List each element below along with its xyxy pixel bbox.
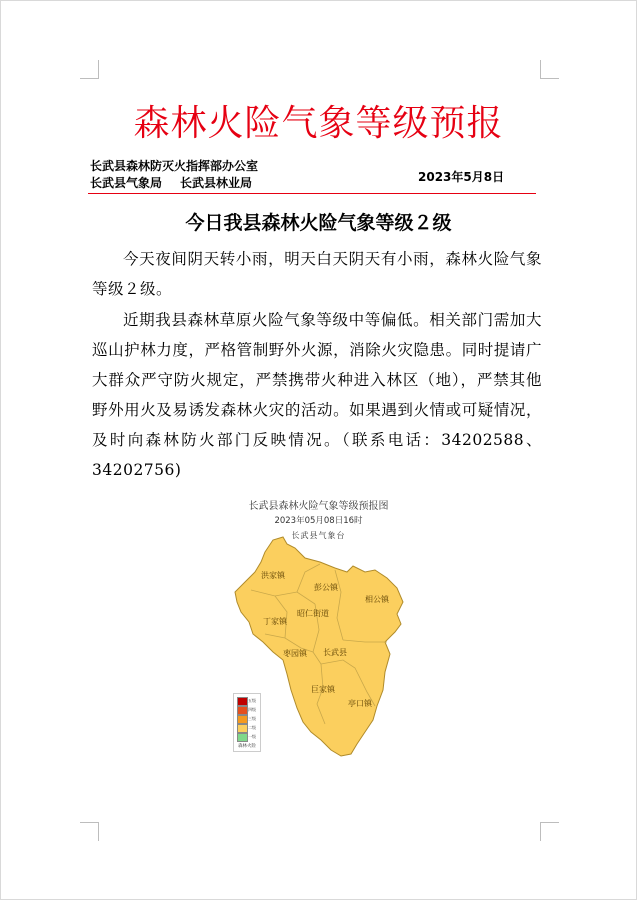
legend-swatch-2 bbox=[237, 724, 248, 733]
town-label-dingjia: 丁家镇 bbox=[263, 617, 287, 626]
legend-title: 森林火险 bbox=[238, 744, 256, 749]
document-title: 森林火险气象等级预报 bbox=[133, 103, 504, 144]
town-label-jujia: 巨家镇 bbox=[311, 685, 335, 694]
issuer-line-1: 长武县森林防灭火指挥部办公室 bbox=[90, 159, 259, 173]
town-label-zhaoren: 昭仁街道 bbox=[297, 609, 329, 618]
crop-mark-bottom-left bbox=[80, 822, 99, 841]
legend-label-5: 五级 bbox=[248, 698, 256, 703]
town-label-penggong: 彭公镇 bbox=[314, 583, 338, 592]
crop-mark-top-right bbox=[540, 60, 559, 79]
issuer-forestry-bureau: 长武县林业局 bbox=[180, 176, 253, 190]
map-issuer: 长武县气象台 bbox=[291, 531, 346, 540]
town-label-tingkou: 亭口镇 bbox=[348, 699, 372, 708]
legend-swatch-4 bbox=[237, 706, 248, 715]
map-title: 长武县森林火险气象等级预报图 bbox=[248, 501, 389, 512]
legend-swatch-1 bbox=[237, 733, 248, 742]
paragraph-advice: 近期我县森林草原火险气象等级中等偏低。相关部门需加大巡山护林力度，严格管制野外火源，消除火灾隐患。同时提请广大群众严守防火规定，严禁携带火种进入林区（地），严禁其他野外用火及易诱发森林火灾的活动。如果遇到火情或可疑情况，及时向森林防火部门反映情况。（联系电话：34202588、34202756) bbox=[92, 311, 542, 479]
issuer-line-2 bbox=[90, 175, 252, 191]
issuer-meteorological-bureau: 长武县气象局 bbox=[90, 176, 163, 190]
crop-mark-bottom-right bbox=[540, 822, 559, 841]
legend-label-1: 一级 bbox=[248, 734, 256, 739]
legend-label-2: 二级 bbox=[248, 725, 256, 730]
town-label-changwu: 长武县 bbox=[323, 648, 347, 657]
town-label-zaoyuan: 枣园镇 bbox=[283, 649, 307, 658]
legend-label-3: 三级 bbox=[248, 716, 256, 721]
paragraph-forecast: 今天夜间阴天转小雨，明天白天阴天有小雨，森林火险气象等级２级。 bbox=[92, 250, 542, 298]
issue-date: 2023年5月8日 bbox=[418, 170, 505, 184]
town-label-xianggong: 相公镇 bbox=[365, 595, 389, 604]
legend-swatch-5 bbox=[237, 697, 248, 706]
legend-label-4: 四级 bbox=[248, 707, 256, 712]
map-time: 2023年05月08日16时 bbox=[274, 516, 363, 526]
town-label-hongjia: 洪家镇 bbox=[261, 571, 285, 580]
headline: 今日我县森林火险气象等级２级 bbox=[185, 212, 452, 234]
legend-swatch-3 bbox=[237, 715, 248, 724]
map-legend bbox=[233, 693, 261, 752]
crop-mark-top-left bbox=[80, 60, 99, 79]
header-divider bbox=[88, 193, 536, 194]
